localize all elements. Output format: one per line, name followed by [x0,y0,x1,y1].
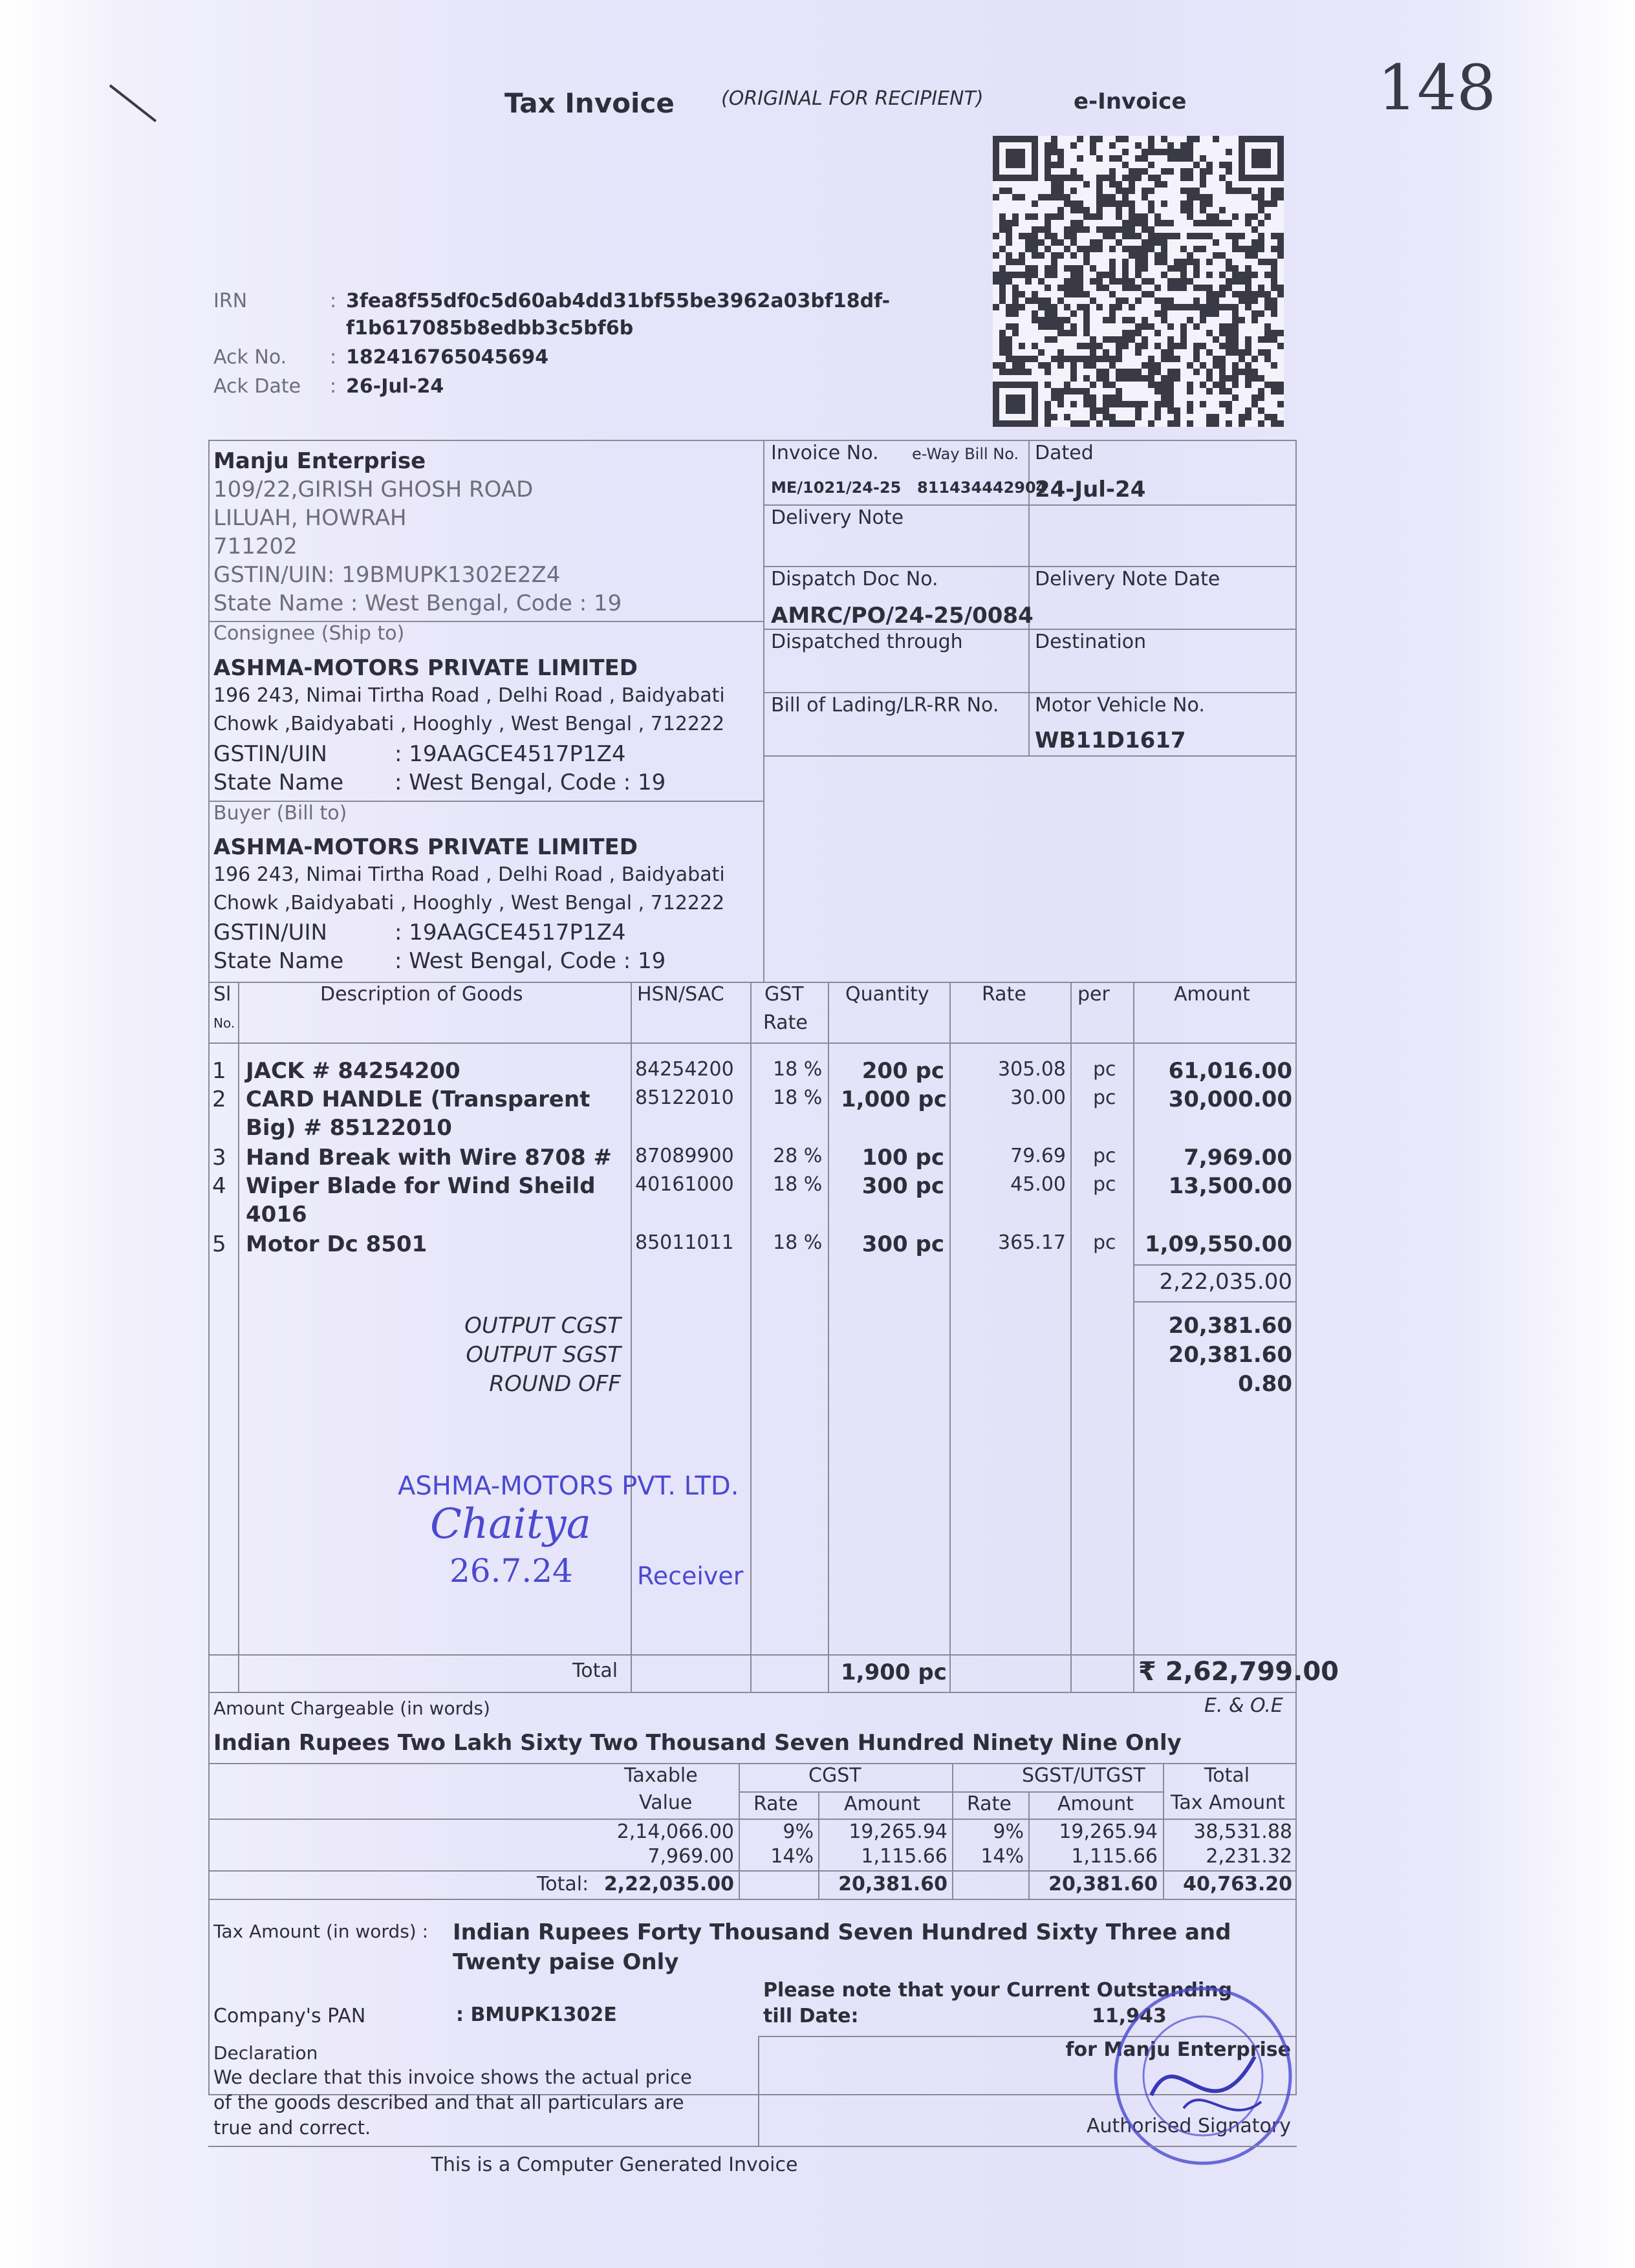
pen-mark [109,84,157,122]
consignee-label: Consignee (Ship to) [213,622,405,645]
irn-label: IRN [213,290,248,312]
item-description-cont: 4016 [246,1202,307,1227]
col-rate [1070,982,1072,1692]
top-divider [763,440,764,983]
col-gst [828,982,829,1692]
tax-hdr-cgst-amount: Amount [844,1793,920,1815]
tax-sgst-rate: 14% [980,1845,1024,1868]
item-per: pc [1093,1058,1116,1081]
cgst-amount: 20,381.60 [1168,1313,1292,1339]
item-description: Hand Break with Wire 8708 # [246,1145,612,1171]
item-gst: 18 % [773,1058,823,1081]
receiver-label: Receiver [637,1562,744,1590]
hdr-description: Description of Goods [320,983,523,1006]
hdr-no: No. [213,1015,235,1031]
ack-no-sep: : [330,346,337,369]
ack-date-label: Ack Date [213,375,301,398]
total-amount: ₹ 2,62,799.00 [1138,1657,1339,1687]
item-amount: 7,969.00 [1184,1145,1292,1171]
irn-value-line1: 3fea8f55df0c5d60ab4dd31bf55be3962a03bf18df- [346,290,891,312]
tax-hdr-taxable-1: Taxable [624,1764,698,1787]
invoice-title: Tax Invoice [504,87,675,119]
col-qty [949,982,951,1692]
hdr-gst-rate: Rate [763,1011,808,1034]
item-qty: 300 pc [861,1173,944,1199]
subtotal-line-bottom [1133,1301,1297,1302]
irn-value-line2: f1b617085b8edbb3c5bf6b [346,317,634,340]
frame-bottom [208,2146,1297,2147]
dispatched-through-label: Dispatched through [771,631,963,653]
einvoice-label: e-Invoice [1074,89,1187,114]
seller-state: State Name : West Bengal, Code : 19 [213,590,622,616]
item-description-cont: Big) # 85122010 [246,1115,452,1141]
tax-total: 38,531.88 [1193,1820,1292,1843]
copy-label: (ORIGINAL FOR RECIPIENT) [721,87,984,110]
item-gst: 18 % [773,1086,823,1109]
consignee-gstin-label: GSTIN/UIN [213,741,327,767]
dated-label: Dated [1035,442,1094,464]
sgst-amount: 20,381.60 [1168,1342,1292,1368]
tax-col-cgst-rate [818,1791,819,1899]
tax-sgst-amount: 19,265.94 [1059,1820,1158,1843]
motor-vehicle-label: Motor Vehicle No. [1035,694,1205,717]
outstanding-amount: 11,943 [1092,2005,1167,2027]
tax-col-cgst [952,1763,953,1899]
pan-label: Company's PAN [213,2005,366,2027]
eoe-label: E. & O.E [1204,1694,1283,1717]
tax-totals-total: 40,763.20 [1183,1873,1292,1895]
for-company-label: for Manju Enterprise [1065,2038,1291,2061]
hdr-amount: Amount [1174,983,1250,1006]
item-amount: 30,000.00 [1168,1086,1292,1112]
dated-value: 24-Jul-24 [1035,477,1146,502]
declaration-line3: true and correct. [213,2117,371,2139]
outstanding-line2: till Date: [763,2005,859,2027]
buyer-name: ASHMA-MOTORS PRIVATE LIMITED [213,834,638,860]
seller-seal-stamp [1106,1979,1300,2173]
seller-pin: 711202 [213,534,298,559]
receiver-signature: Chaitya [430,1500,591,1548]
tax-summary-bottom [208,1899,1297,1900]
roundoff-label: ROUND OFF [489,1371,621,1397]
tax-hdr-taxable-2: Value [639,1791,693,1814]
tax-col-taxable [739,1763,740,1899]
item-description: JACK # 84254200 [246,1058,460,1084]
item-qty: 100 pc [861,1145,944,1171]
item-sl: 1 [212,1058,226,1084]
item-rate: 79.69 [1010,1145,1066,1167]
tax-col-sgst-rate [1028,1791,1030,1899]
irn-sep: : [330,290,337,312]
bill-of-lading-label: Bill of Lading/LR-RR No. [771,694,999,717]
meta-line-2 [763,566,1297,567]
col-desc [631,982,632,1692]
item-qty: 300 pc [861,1231,944,1257]
tax-total: 2,231.32 [1206,1845,1292,1868]
amount-words-label: Amount Chargeable (in words) [213,1698,490,1719]
item-description: Wiper Blade for Wind Sheild [246,1173,596,1199]
buyer-gstin-label: GSTIN/UIN [213,920,327,945]
item-rate: 45.00 [1010,1173,1066,1196]
tax-totals-cgst: 20,381.60 [838,1873,947,1895]
item-hsn: 40161000 [635,1173,734,1196]
item-per: pc [1093,1086,1116,1109]
total-label: Total [572,1659,618,1682]
item-qty: 200 pc [861,1058,944,1084]
tax-taxable: 7,969.00 [647,1845,734,1868]
handwritten-page-note: 148 [1378,52,1497,124]
item-rate: 305.08 [998,1058,1066,1081]
item-hsn: 84254200 [635,1058,734,1081]
buyer-address1: 196 243, Nimai Tirtha Road , Delhi Road , Baidyabati [213,863,725,886]
tax-totals-taxable: 2,22,035.00 [603,1873,734,1895]
hdr-sl: Sl [213,983,232,1006]
item-description: Motor Dc 8501 [246,1231,428,1257]
item-sl: 4 [212,1173,226,1199]
hdr-per: per [1077,983,1110,1006]
item-hsn: 85011011 [635,1231,734,1254]
item-gst: 28 % [773,1145,823,1167]
seller-address1: 109/22,GIRISH GHOSH ROAD [213,477,534,502]
seller-address2: LILUAH, HOWRAH [213,505,407,531]
item-hsn: 87089900 [635,1145,734,1167]
item-per: pc [1093,1173,1116,1196]
tax-hdr-total-2: Tax Amount [1171,1791,1285,1814]
item-rate: 365.17 [998,1231,1066,1254]
item-per: pc [1093,1231,1116,1254]
item-sl: 5 [212,1231,226,1257]
item-description: CARD HANDLE (Transparent [246,1086,590,1112]
tax-sgst-rate: 9% [993,1820,1024,1843]
total-bottom-line [208,1692,1297,1693]
tax-cgst-amount: 19,265.94 [849,1820,947,1843]
buyer-state: : West Bengal, Code : 19 [395,948,666,974]
hdr-rate: Rate [982,983,1026,1006]
signature-box-left [758,2036,759,2146]
seller-gstin: GSTIN/UIN: 19BMUPK1302E2Z4 [213,562,561,588]
buyer-state-label: State Name [213,948,344,974]
seller-name: Manju Enterprise [213,448,426,474]
tax-hdr-cgst-rate: Rate [753,1793,798,1815]
item-amount: 13,500.00 [1168,1173,1292,1199]
delivery-note-label: Delivery Note [771,506,904,529]
tax-totals-label: Total: [537,1873,589,1895]
authorised-signatory: Authorised Signatory [1086,2115,1291,2137]
col-hsn [750,982,752,1692]
buyer-gstin: : 19AAGCE4517P1Z4 [395,920,626,945]
consignee-state: : West Bengal, Code : 19 [395,770,666,795]
tax-hdr-sgst-rate: Rate [967,1793,1012,1815]
invoice-no-label: Invoice No. [771,442,879,464]
tax-hdr-total-1: Total [1204,1764,1250,1787]
consignee-state-label: State Name [213,770,344,795]
tax-cgst-rate: 14% [770,1845,814,1868]
tax-words-line2: Twenty paise Only [453,1949,679,1975]
dispatch-doc-value: AMRC/PO/24-25/0084 [771,603,1034,629]
tax-sgst-amount: 1,115.66 [1071,1845,1158,1868]
meta-line-4 [763,692,1297,693]
tax-hdr-sgst-amount: Amount [1057,1793,1134,1815]
dispatch-doc-label: Dispatch Doc No. [771,568,938,590]
qr-code-icon [993,136,1284,427]
col-sl [238,982,239,1692]
buyer-label: Buyer (Bill to) [213,802,347,825]
meta-line-1 [763,504,1297,506]
tax-taxable: 2,14,066.00 [616,1820,734,1843]
computer-generated-note: This is a Computer Generated Invoice [431,2154,798,2176]
item-gst: 18 % [773,1173,823,1196]
outstanding-line1: Please note that your Current Outstanding [763,1979,1233,2002]
cgst-label: OUTPUT CGST [464,1313,621,1339]
tax-col-sgst [1163,1763,1164,1899]
declaration-line1: We declare that this invoice shows the actual price [213,2066,692,2088]
tax-words-label: Tax Amount (in words) : [213,1921,429,1942]
destination-label: Destination [1035,631,1147,653]
tax-cgst-amount: 1,115.66 [861,1845,947,1868]
item-amount: 1,09,550.00 [1144,1231,1292,1257]
total-qty: 1,900 pc [841,1659,947,1685]
amount-words-text: Indian Rupees Two Lakh Sixty Two Thousand Seven Hundred Ninety Nine Only [213,1730,1182,1756]
ack-date-value: 26-Jul-24 [346,375,444,398]
tax-header-bottom [208,1819,1297,1820]
consignee-address2: Chowk ,Baidyabati , Hooghly , West Bengal , 712222 [213,713,725,735]
pan-value: : BMUPK1302E [456,2003,617,2026]
subtotal-amount: 2,22,035.00 [1159,1269,1292,1295]
tax-hdr-sgst: SGST/UTGST [1022,1764,1145,1787]
hdr-quantity: Quantity [845,983,929,1006]
ack-no-label: Ack No. [213,346,287,369]
ack-date-sep: : [330,375,337,398]
consignee-name: ASHMA-MOTORS PRIVATE LIMITED [213,655,638,681]
invoice-no-value: ME/1021/24-25 [771,479,902,497]
declaration-label: Declaration [213,2042,318,2064]
item-sl: 2 [212,1086,226,1112]
buyer-address2: Chowk ,Baidyabati , Hooghly , West Bengal , 712222 [213,892,725,914]
item-gst: 18 % [773,1231,823,1254]
receiver-sign-date: 26.7.24 [449,1552,573,1590]
tax-words-line1: Indian Rupees Forty Thousand Seven Hundred Sixty Three and [453,1919,1231,1945]
ack-no-value: 182416765045694 [346,346,549,369]
consignee-gstin: : 19AAGCE4517P1Z4 [395,741,626,767]
consignee-address1: 196 243, Nimai Tirtha Road , Delhi Road , Baidyabati [213,684,725,707]
declaration-line2: of the goods described and that all particulars are [213,2091,684,2113]
tax-totals-sgst: 20,381.60 [1048,1873,1158,1895]
motor-vehicle-value: WB11D1617 [1035,728,1186,753]
item-amount: 61,016.00 [1168,1058,1292,1084]
meta-line-3 [763,629,1297,630]
hdr-gst: GST [764,983,804,1006]
eway-label: e-Way Bill No. [912,445,1019,463]
meta-line-5 [763,755,1297,757]
items-header-line [208,1042,1297,1044]
sgst-label: OUTPUT SGST [466,1342,621,1368]
total-top-line [208,1654,1297,1656]
col-per [1133,982,1134,1692]
roundoff-amount: 0.80 [1238,1371,1292,1397]
item-sl: 3 [212,1145,226,1171]
item-hsn: 85122010 [635,1086,734,1109]
item-rate: 30.00 [1010,1086,1066,1109]
hdr-hsn: HSN/SAC [637,983,724,1006]
item-per: pc [1093,1145,1116,1167]
tax-cgst-rate: 9% [783,1820,814,1843]
item-qty: 1,000 pc [841,1086,947,1112]
tax-hdr-cgst: CGST [808,1764,861,1787]
receiver-company-stamp: ASHMA-MOTORS PVT. LTD. [398,1471,739,1501]
subtotal-line [1133,1264,1297,1266]
tax-totals-line [208,1870,1297,1872]
delivery-note-date-label: Delivery Note Date [1035,568,1220,590]
eway-no-value: 811434442904 [917,479,1047,497]
